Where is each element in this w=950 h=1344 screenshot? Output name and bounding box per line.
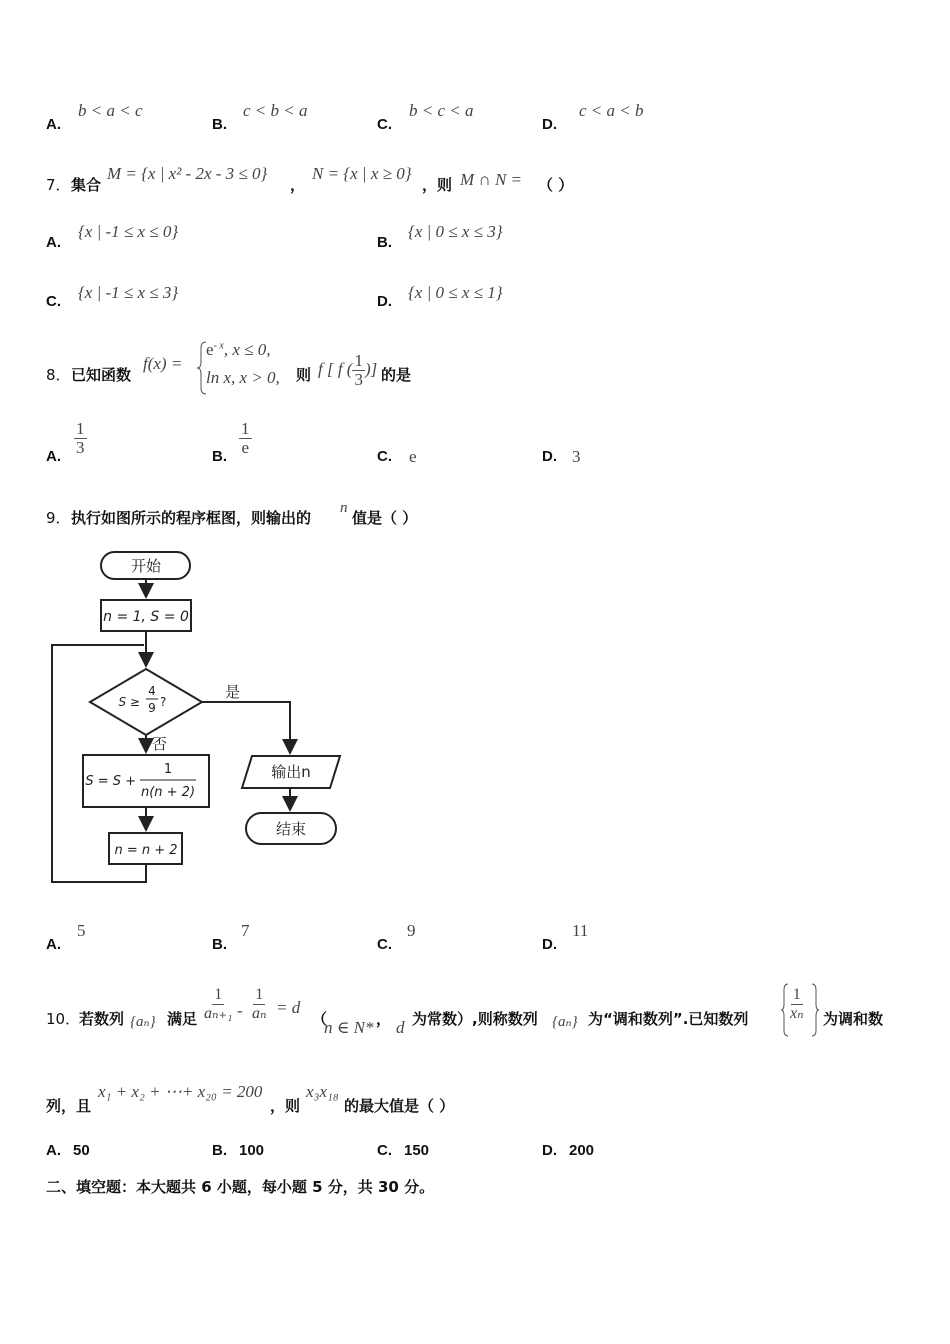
q8-case-1-exp: - x [213, 340, 224, 352]
q7-option-b-letter: B. [377, 234, 392, 251]
flow-decision-shape [90, 669, 202, 735]
q10-paren-open: （ [312, 1010, 328, 1028]
q10-frac-xn: $\frac{1}{\text{xₙ}}$ [790, 986, 804, 1022]
q8-case-1-base: e [206, 340, 214, 359]
flow-init-text: n = 1, S = 0 [103, 609, 189, 625]
q7-option-d-letter: D. [377, 293, 392, 310]
q8-case-1 [206, 340, 270, 360]
q9-option-b-expr: 7 [241, 921, 250, 940]
q9-number: 9． [46, 509, 71, 527]
q10-text-4: 为“调和数列”.已知数列 [588, 1010, 749, 1028]
q8-number: 8． [46, 366, 71, 384]
q7-number: 7． [46, 176, 71, 194]
q10-option-c-letter: C. [377, 1142, 392, 1159]
q10-option-d-letter: D. [542, 1142, 557, 1159]
q6-option-d-letter: D. [542, 116, 557, 133]
q8-text-suffix: 的是 [381, 366, 412, 384]
q9-option-d-expr: 11 [572, 921, 589, 940]
q8-composite-post: )] [364, 359, 378, 379]
q7-text-prefix: 集合 [71, 176, 102, 194]
q9-option-a-expr: 5 [77, 921, 86, 940]
q9-text-suffix: 值是（ ） [352, 509, 418, 527]
q10-d: d [396, 1018, 405, 1037]
q6-option-b-expr: c < b < a [243, 101, 308, 120]
flow-yes-arrow [202, 702, 290, 753]
q6-option-c-letter: C. [377, 116, 392, 133]
flow-end-text: 结束 [275, 820, 307, 838]
q8-option-a-frac: $\frac{1}{3}$ [76, 419, 85, 457]
q7-option-c-letter: C. [46, 293, 61, 310]
q8-composite-den: 3 [354, 370, 363, 389]
q10-line2-prefix: 列，且 [46, 1097, 92, 1115]
q10-comma: ， [376, 1010, 392, 1028]
q6-option-c-expr: b < c < a [409, 101, 474, 120]
q10-line2-mid: ，则 [270, 1097, 301, 1115]
q7-option-c-expr: {x | -1 ≤ x ≤ 3} [78, 283, 179, 302]
q7-intersection: M ∩ N = [460, 170, 522, 189]
q10-option-b-expr: 100 [239, 1142, 265, 1159]
q9-var-n: n [340, 500, 348, 516]
q8-text-prefix: 已知函数 [71, 366, 132, 384]
q8-option-d-expr: 3 [572, 447, 581, 466]
q10-number: 10． [46, 1010, 81, 1028]
q10-eq-d: = d [276, 998, 301, 1017]
q10-option-c-expr: 150 [404, 1142, 430, 1159]
q10-text-1: 若数列 [79, 1010, 125, 1028]
q9-option-c-expr: 9 [407, 921, 416, 940]
q8-text-mid: 则 [296, 366, 312, 384]
q7-option-d-expr: {x | 0 ≤ x ≤ 1} [408, 283, 503, 302]
q6-option-b-letter: B. [212, 116, 227, 133]
q8-option-c-letter: C. [377, 448, 392, 465]
flow-no-label: 否 [152, 735, 168, 753]
flow-start-text: 开始 [130, 557, 162, 575]
q8-option-b-letter: B. [212, 448, 227, 465]
q6-option-d-expr: c < a < b [579, 101, 644, 120]
q10-text-3: 为常数）,则称数列 [412, 1010, 538, 1028]
q10-sequence-an: {aₙ} [130, 1014, 156, 1030]
q8-option-b-frac: $\frac{1}{e}$ [241, 419, 250, 457]
q10-line2-suffix: 的最大值是（ ） [344, 1097, 455, 1115]
flow-update-den: n(n + 2) [140, 785, 196, 800]
q8-option-d-letter: D. [542, 448, 557, 465]
q7-text-mid: ，则 [422, 176, 453, 194]
q8-option-a-letter: A. [46, 448, 61, 465]
flow-cond-num: 4 [148, 684, 156, 698]
section-2-heading: 二、填空题：本大题共 6 小题，每小题 5 分，共 30 分。 [46, 1178, 435, 1196]
q7-option-b-expr: {x | 0 ≤ x ≤ 3} [408, 222, 503, 241]
q9-option-c-letter: C. [377, 936, 392, 953]
q6-option-a-expr: b < a < c [78, 101, 143, 120]
flow-increment-text: n = n + 2 [114, 843, 178, 858]
q8-option-c-expr: e [409, 447, 417, 466]
flow-cond-lhs: S ≥ [118, 695, 140, 709]
q8-composite-num: 1 [354, 351, 363, 370]
q10-sum: x₁ + x₂ + ⋯+ x₂₀ = 200 [98, 1082, 263, 1101]
flow-cond-q: ? [160, 695, 167, 709]
q9-flowchart [40, 540, 360, 900]
q7-option-a-expr: {x | -1 ≤ x ≤ 0} [78, 222, 179, 241]
q6-option-a-letter: A. [46, 116, 61, 133]
q10-product: x₃x₁₈ [306, 1082, 339, 1101]
q8-fx: f(x) = [143, 354, 183, 373]
q10-option-a-letter: A. [46, 1142, 61, 1159]
q10-frac-2: $\frac{1}{\text{aₙ}}$ [252, 986, 267, 1022]
flow-yes-label: 是 [225, 683, 241, 701]
q10-option-b-letter: B. [212, 1142, 227, 1159]
q7-text-suffix: （ ） [538, 176, 574, 194]
q9-option-a-letter: A. [46, 936, 61, 953]
q7-set-m: M = {x | x² - 2x - 3 ≤ 0} [107, 164, 268, 183]
flow-cond-den: 9 [148, 701, 156, 715]
flow-update-lhs: S = S + [85, 774, 136, 789]
q8-case-1-cond: , x ≤ 0, [223, 340, 271, 359]
q10-n-in-n: n ∈ N* [324, 1018, 374, 1037]
q8-case-2: ln x, x > 0, [206, 368, 280, 387]
q10-text-5: 为调和数 [823, 1010, 884, 1028]
flow-update-num: 1 [163, 762, 173, 777]
q9-text-prefix: 执行如图所示的程序框图，则输出的 [71, 509, 312, 527]
q7-option-a-letter: A. [46, 234, 61, 251]
q9-option-d-letter: D. [542, 936, 557, 953]
q10-text-2: 满足 [167, 1010, 198, 1028]
q10-frac-1: $\frac{1}{\text{aₙ₊₁}}$ [204, 986, 233, 1022]
q10-option-a-expr: 50 [73, 1142, 90, 1159]
q10-sequence-an-2: {aₙ} [552, 1014, 578, 1030]
q10-minus: - [237, 1001, 243, 1020]
q10-option-d-expr: 200 [569, 1142, 595, 1159]
q7-comma: ， [290, 176, 306, 194]
flow-output-text: 输出n [271, 763, 311, 781]
q9-option-b-letter: B. [212, 936, 227, 953]
q7-set-n: N = {x | x ≥ 0} [312, 164, 412, 183]
q8-composite-pre: f [ f ( [318, 359, 353, 379]
q8-composite [318, 352, 377, 389]
